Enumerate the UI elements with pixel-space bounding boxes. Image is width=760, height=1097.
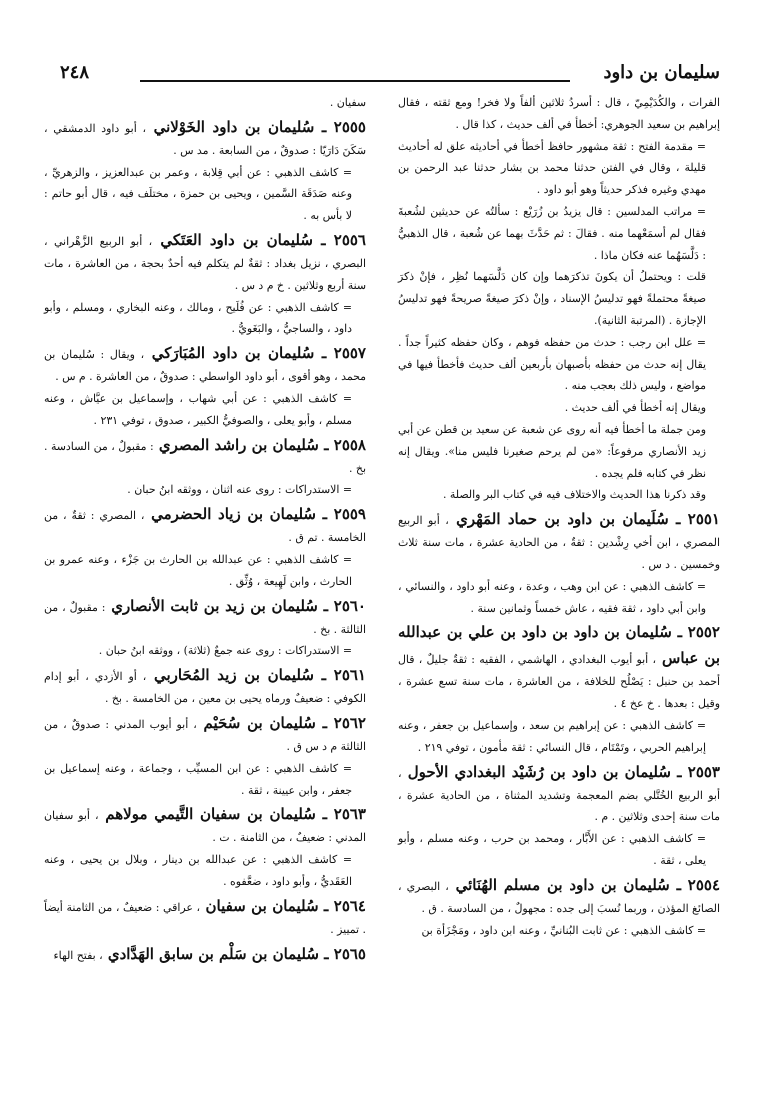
paragraph: = مراتب المدلسين : قال يزيدُ بن زُرَيْع : سألتُه عن حديثين لشُعبةَ فقال لم أسمَعْهما منه . فقالَ : ثم حَدَّثَ بهما عن شُعبة ، قال الذهبيُّ : دَلَّسَهُما عنه فكان ماذا .	[398, 204, 706, 262]
entry-name: سُليمان بن سفيان	[200, 896, 319, 915]
entry-text: ، بفتح الهاء	[53, 948, 103, 962]
entry-text: ، أبو الربيع الخُتَّلي بضم المعجمة وتشديد المثناة ، من الحادية عشرة ، مات سنة إحدى وثلاثين . م .	[398, 766, 720, 824]
biography-entry	[44, 340, 366, 388]
biography-entry	[44, 662, 366, 710]
entry-number: ٢٥٥١ ـ	[668, 510, 720, 529]
entry-name: سُليمان بن سُحَيْم	[196, 713, 316, 732]
entry-number: ٢٥٥٤ ـ	[669, 875, 721, 894]
biography-entry	[44, 432, 366, 480]
entry-name: سُليمان بن راشد المصري	[153, 435, 319, 454]
paragraph: = كاشف الذهبي : عن أبي شهاب ، وإسماعيل بن عيَّاش ، وعنه مسلم ، وأبو يعلى ، والصوفيُّ الكبير ، صدوق ، توفي ٢٣١ .	[44, 391, 352, 427]
entry-number: ٢٥٦١ ـ	[313, 666, 366, 685]
entry-number: ٢٥٥٢ ـ	[671, 623, 720, 642]
entry-number: ٢٥٥٥ ـ	[314, 117, 366, 136]
biography-entry	[44, 801, 366, 849]
entry-number: ٢٥٦٥ ـ	[318, 944, 366, 963]
paragraph: = كاشف الذهبي : عن ابن وهب ، وعدة ، وعنه أبو داود ، والنسائي ، وابن أبي داود ، ثقة فقيه ، عاش خمساً وثمانين سنة .	[398, 579, 706, 615]
paragraph: الفرات ، والكُدَيْمِيّ ، قال : أسردُ ثلاثين ألفاً ولا فخر! ومع ثقته ، فقال إبراهيم بن سعيد الجوهري: أخطأ في ألف حديث ، كذا قال .	[398, 96, 720, 131]
paragraph: = كاشف الذهبي : عن ثابت البُنانيِّ ، وعنه ابن داود ، ومَجْزَأة بن	[421, 923, 706, 937]
entry-number: ٢٥٥٧ ـ	[314, 344, 366, 363]
header-rule	[140, 80, 570, 82]
entry-text: ، أبو الربيع المصري ، ابن أخي رِشْدين : ثقةٌ ، من الحادية عشرة ، مات سنة ثلاث وخمسين . د س .	[398, 514, 720, 571]
entry-name: سُليمان بن داود الخَوْلاني	[146, 117, 315, 136]
entry-name: سُليمان بن داود بن رُشَيْد البغدادي الأحول	[401, 762, 671, 781]
entry-text: ، عراقي : ضعيفٌ ، من الثامنة أيضاً . تمييز .	[44, 900, 366, 936]
entry-text: ، أو الأزدي ، أبو إدام الكوفي : ضعيفٌ ورماه يحيى بن معين ، من الخامسة . بخ .	[44, 670, 366, 706]
entry-number: ٢٥٦٢ ـ	[315, 713, 366, 732]
entry-name: سُليمان بن سَلْم بن سابق الهَدَّادي	[102, 944, 319, 963]
biography-entry	[44, 893, 366, 941]
paragraph: = كاشف الذهبي : عن عبدالله بن الحارث بن جَزْء ، وعنه عمرو بن الحارث ، وابن لَهِيعة ، وُثِّق .	[44, 552, 352, 588]
entry-name: سُلَيمان بن داود بن حماد المَهْري	[448, 510, 669, 529]
biography-entry	[398, 506, 720, 576]
paragraph: = كاشف الذهبي : عن فُلَيح ، ومالك ، وعنه البخاري ، ومسلم ، وأبو داود ، والساجيُّ ، والبَغَويُّ .	[44, 300, 352, 336]
entry-text: ، المصري : ثقةٌ ، من الخامسة . تم ق .	[44, 509, 366, 545]
paragraph: = كاشف الذهبي : عن ابن المسيِّب ، وجماعة ، وعنه إسماعيل بن جعفر ، وابن عيينة ، ثقة .	[44, 761, 352, 797]
entry-number: ٢٥٦٣ ـ	[315, 805, 366, 824]
entry-text: ، البصري ، الصائغ المؤذن ، وربما نُسبَ إلى جده : مجهولٌ ، من السادسة . ق .	[398, 879, 720, 915]
biography-entry	[44, 114, 366, 162]
paragraph: = كاشف الذهبي : عن عبدالله بن دينار ، وبلال بن يحيى ، وعنه العَقَديُّ ، وأبو داود ، ضعَّفوه .	[44, 853, 352, 888]
entry-number: ٢٥٦٤ ـ	[318, 896, 366, 915]
entry-number: ٢٥٥٦ ـ	[312, 230, 366, 249]
paragraph: ويقال إنه أخطأ في ألف حديث .	[564, 401, 706, 415]
paragraph: = مقدمة الفتح : ثقة مشهور حافظ أخطأ في أحاديثه علق له أحاديث قليلة ، وقال في الفتن حدثنا محمد بن بشار حدثنا عبد الرحمن بن مهدي وغيره فذكر حديثاً وهو أبو داود .	[398, 139, 706, 197]
biography-entry	[44, 501, 366, 549]
biography-entry	[398, 872, 720, 920]
paragraph: = علل ابن رجب : حدث من حفظه فوهم ، وكان حفظه كثيراً جداً . يقال إنه حدث من حفظه بأصبهان بأربعين ألف حديث فأخطأ فيها في مواضع ، وليس ذلك بعجب منه .	[398, 335, 706, 393]
entry-text: ، أبو الربيع الزَّهْراني ، البصري ، نزيل بغداد : ثقةٌ لم يتكلم فيه أحدٌ بحجة ، من العاشرة ، مات سنة أربع وثلاثين . خ م د س .	[44, 234, 366, 292]
entry-name: سُليمان بن زيد المُحَاربي	[146, 666, 314, 685]
paragraph: وقد ذكرنا هذا الحديث والاختلاف فيه في كتاب البر والصلة .	[442, 488, 706, 502]
entry-name: سُليمان بن زياد الحضرمي	[144, 505, 316, 524]
biography-entry	[44, 710, 366, 758]
paragraph: ومن جملة ما أخطأ فيه أنه روى عن شعبة عن سعيد بن قطن عن أبي زيد الأنصاري مرفوعاً: «من لم يرحم صغيرنا فليس منا». ويقال إنه نظر في كتابه فلم يجده .	[398, 422, 706, 480]
paragraph: = كاشف الذهبي : عن أبي قِلابة ، وعمر بن عبدالعزيز ، والزهريِّ ، وعنه صَدَقَة السَّمين ، ويحيى بن حمزة ، مختلَف فيه ، قال أبو حاتم : لا بأس به .	[44, 165, 352, 223]
biography-entry	[44, 593, 366, 641]
entry-name: سُليمان بن سفيان التَّيمي مولاهم	[98, 805, 316, 824]
paragraph: = الاستدراكات : روى عنه جمعٌ (ثلاثة) ، ووثقه ابنُ حبان .	[98, 644, 352, 658]
paragraph: = الاستدراكات : روى عنه اثنان ، ووثقه ابنُ حبان .	[127, 483, 352, 497]
biography-entry	[398, 759, 720, 829]
entry-number: ٢٥٥٣ ـ	[670, 762, 720, 781]
page-number: ٢٤٨	[60, 62, 90, 83]
entry-text: ، أبو أيوب البغدادي ، الهاشمي ، الفقيه : ثقةٌ جليلٌ ، قال أحمد بن حنبل : يَصْلُح للخلافة ، من العاشرة ، مات سنة تسع عشرة ، وقيل : بعدها . خ عخ ٤ .	[398, 653, 720, 711]
left-column	[44, 92, 366, 967]
entry-text: ، أبو أيوب المدني : صدوقٌ ، من الثالثة م د س ق .	[44, 717, 366, 753]
biography-entry	[44, 227, 366, 297]
paragraph: = كاشف الذهبي : عن إبراهيم بن سعد ، وإسماعيل بن جعفر ، وعنه إبراهيم الحربي ، وتَمْتَام ، قال النسائي : ثقة مأمون ، توفي ٢١٩ .	[398, 718, 706, 754]
entry-name: سُليمان بن داود بن مسلم الهُنَائي	[448, 875, 670, 894]
paragraph: سفيان .	[329, 96, 366, 109]
paragraph: قلت : ويحتملُ أن يكونَ تذكرَهما وإن كان دَلَّسَهما نُظِر ، فإنْ ذكرَ صيغةً محتملةً فهو تدليسُ الإسناد ، وإنْ ذكرَ صيغةً صريحةً فهو تدليسُ الإجازة . (المرتبة الثانية).	[398, 270, 706, 327]
biography-entry	[44, 941, 366, 967]
entry-number: ٢٥٥٨ ـ	[318, 435, 366, 454]
right-column	[398, 92, 720, 941]
paragraph: = كاشف الذهبي : عن الأَبَّار ، ومحمد بن حرب ، وعنه مسلم ، وأبو يعلى ، ثقة .	[398, 832, 706, 867]
entry-name: سُليمان بن داود المُبَارَكي	[144, 344, 315, 363]
entry-number: ٢٥٦٠ ـ	[317, 596, 366, 615]
entry-name: سُليمان بن داود العَتَكي	[152, 230, 313, 249]
entry-text: ، أبو داود الدمشقي ، سَكَنَ دَارَيّا : صدوقٌ ، من السابعة . مد س .	[44, 121, 366, 157]
entry-text: : مقبولٌ ، من الثالثة . بخ .	[44, 600, 366, 636]
entry-name: سُليمان بن داود بن داود بن علي بن عبدالله بن عباس	[398, 623, 720, 668]
biography-entry	[398, 619, 720, 715]
entry-number: ٢٥٥٩ ـ	[316, 505, 366, 524]
entry-text: ، ويقال : سُليمان بن محمد ، وهو أقوى ، أبو داود الواسطي : صدوقٌ ، من العاشرة . م س .	[44, 348, 366, 384]
page-header-title: سليمان بن داود	[603, 62, 720, 83]
entry-text: ، أبو سفيان المدني : ضعيفٌ ، من الثامنة . ت .	[44, 809, 366, 845]
entry-name: سُليمان بن زيد بن ثابت الأنصاري	[105, 596, 318, 615]
entry-text: : مقبولٌ ، من السادسة . بخ .	[44, 439, 366, 475]
